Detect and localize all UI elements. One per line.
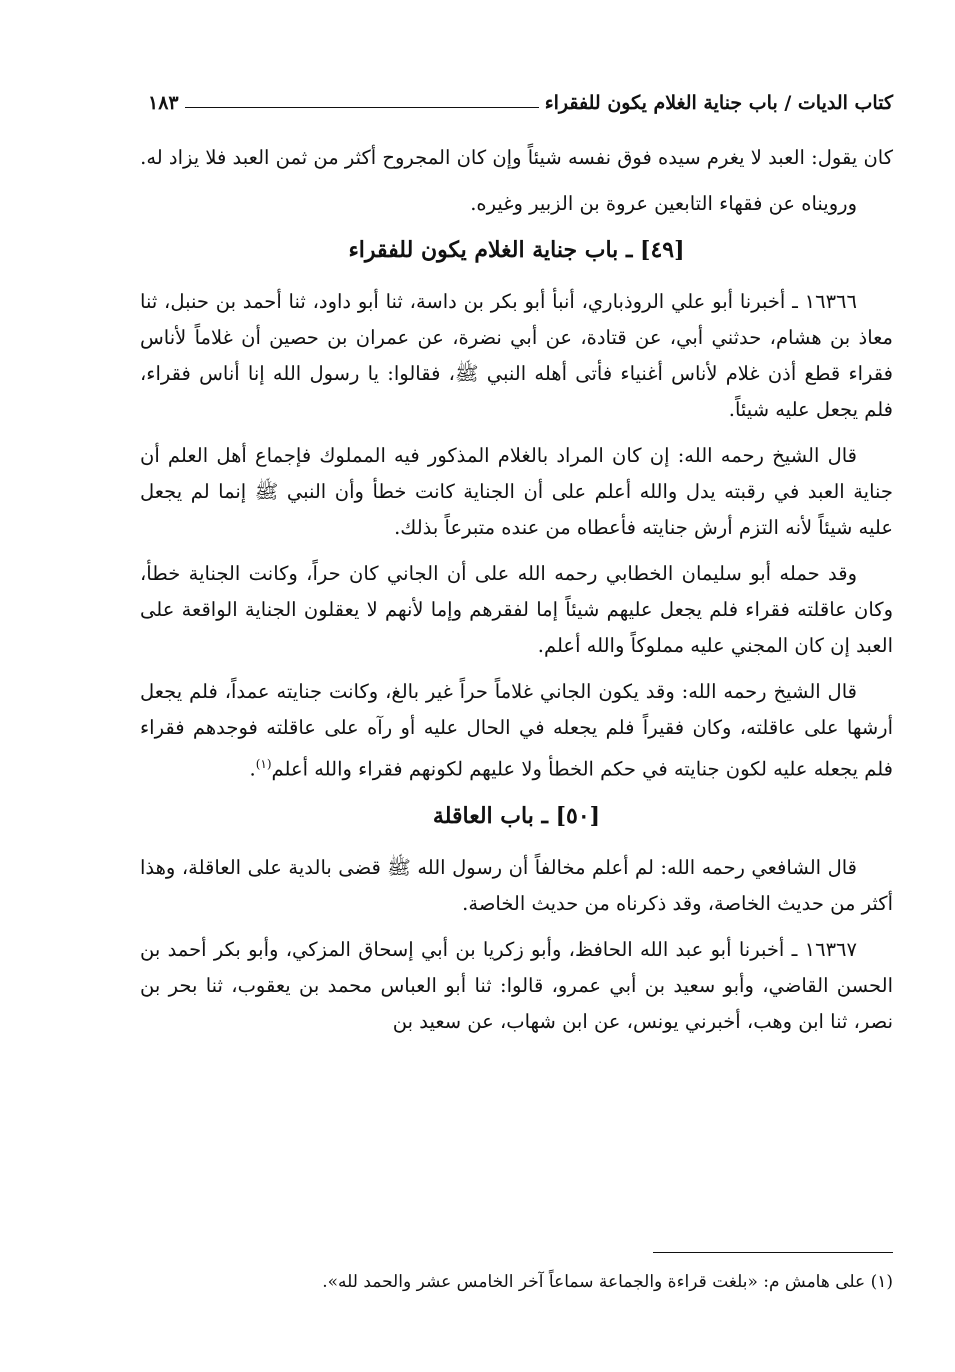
paragraph-7: قال الشافعي رحمه الله: لم أعلم مخالفاً أن رسول الله ﷺ قضى بالدية على العاقلة، وهذا أكثر من حديث الخاصة، وقد ذكرناه من حديث الخاصة.	[140, 855, 893, 915]
paragraph-4: قال الشيخ رحمه الله: إن كان المراد بالغلام المذكور فيه المملوك فإجماع أهل العلم أن جناية العبد في رقبته يدل والله أعلم على أن الجناية كانت خطأ وأن النبي ﷺ إنما لم يجعل عليه شيئاً لأنه التزم أرش جنايته فأعطاه من عنده متبرعاً بذلك.	[140, 444, 893, 539]
paragraph-1: كان يقول: العبد لا يغرم سيده فوق نفسه شيئاً وإن كان المجروح أكثر من ثمن العبد فلا يزاد له.	[140, 146, 893, 169]
page-header	[148, 88, 893, 118]
footnote: (١) على هامش م: «بلغت قراءة والجماعة سماعاً آخر الخامس عشر والحمد لله».	[322, 1272, 893, 1292]
paragraph-6	[140, 674, 893, 788]
footnote-divider	[653, 1252, 893, 1253]
footnote-marker: (١)	[255, 757, 272, 771]
chapter-heading-50: [٥٠] ـ باب العاقلة	[432, 802, 601, 829]
header-rule	[185, 107, 539, 108]
paragraph-6-end: .	[249, 757, 256, 781]
running-title: كتاب الديات / باب جناية الغلام يكون للفقراء	[544, 92, 893, 114]
main-text	[140, 140, 893, 1050]
paragraph-hadith-16367: ١٦٣٦٧ ـ أخبرنا أبو عبد الله الحافظ، وأبو زكريا بن أبي إسحاق المزكي، وأبو بكر أحمد بن الحسن القاضي، وأبو سعيد بن أبي عمرو، قالوا: ثنا أبو العباس محمد بن يعقوب، ثنا بحر بن نصر، ثنا ابن وهب، أخبرني يونس، عن ابن شهاب، عن سعيد بن	[140, 937, 893, 1033]
page-number: ١٨٣	[148, 92, 179, 114]
paragraph-5: وقد حمله أبو سليمان الخطابي رحمه الله على أن الجاني كان حراً، وكانت الجناية خطأ، وكان عاقلته فقراء فلم يجعل عليهم شيئاً إما لفقرهم وإما لأنهم لا يعقلون الجناية الواقعة على العبد إن كان المجني عليه مملوكاً والله أعلم.	[140, 562, 893, 657]
paragraph-2: ورويناه عن فقهاء التابعين عروة بن الزبير وغيره.	[470, 192, 857, 215]
paragraph-hadith-16366: ١٦٣٦٦ ـ أخبرنا أبو علي الروذباري، أنبأ أبو بكر بن داسة، ثنا أبو داود، ثنا أحمد بن حنبل، ثنا معاذ بن هشام، حدثني أبي، عن قتادة، عن أبي نضرة، عن عمران بن حصين أن غلاماً لأناس فقراء قطع أذن غلام لأناس أغنياء فأتى أهله النبي ﷺ، فقالوا: يا رسول الله إنا أناس فقراء، فلم يجعل عليه شيئاً.	[140, 290, 893, 421]
paragraph-6-text: قال الشيخ رحمه الله: وقد يكون الجاني غلاماً حراً غير بالغ، وكانت جنايته عمداً، فلم يجعل أرشها على عاقلته، وكان فقيراً فلم يجعله في الحال عليه أو رآه على عاقلته فوجدهم فقراء فلم يجعله عليه لكون جنايته في حكم الخطأ ولا عليهم لكونهم فقراء والله أعلم	[140, 680, 893, 781]
chapter-heading-49: [٤٩] ـ باب جناية الغلام يكون للفقراء	[348, 237, 685, 263]
